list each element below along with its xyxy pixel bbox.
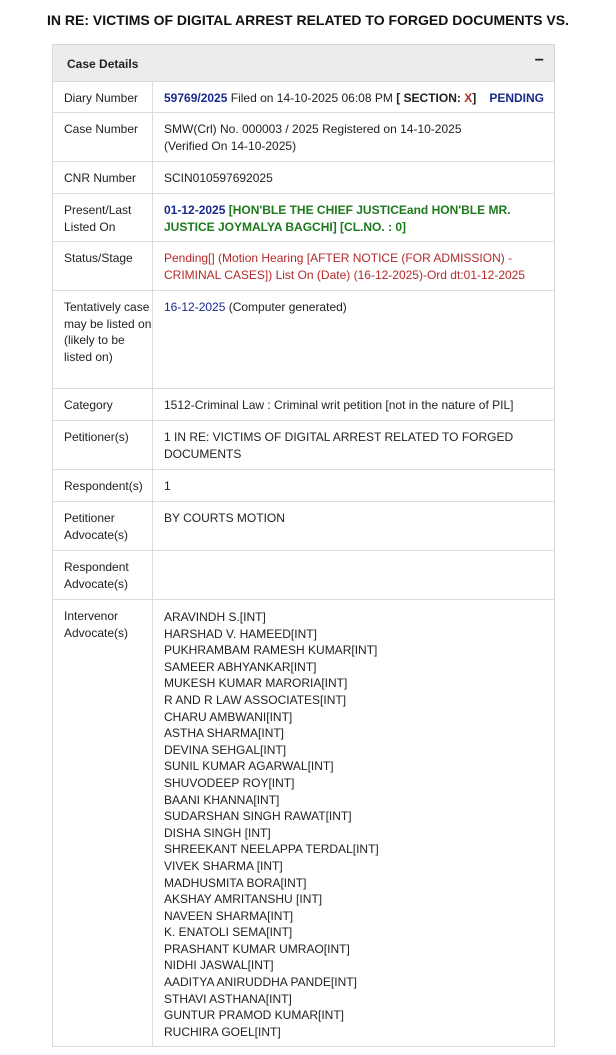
status-stage-row [53,242,554,291]
petitioner-advocate-value: BY COURTS MOTION [164,511,285,525]
respondent-label: Respondent(s) [53,470,153,501]
tentative-note: (Computer generated) [225,300,347,314]
intervenor-advocate-item: PRASHANT KUMAR UMRAO[INT] [164,941,350,956]
listed-on-label-line1: Present/Last [64,203,132,217]
status-stage-label: Status/Stage [53,242,153,290]
petitioner-row [53,421,554,470]
case-number-label: Case Number [53,113,153,161]
petitioner-label: Petitioner(s) [53,421,153,469]
case-number-value [153,113,554,161]
cnr-number-row [53,162,554,194]
diary-number-label: Diary Number [53,82,153,112]
intervenor-advocate-label: Intervenor Advocate(s) [53,600,153,1046]
category-value: 1512-Criminal Law : Criminal writ petition [not in the nature of PIL] [164,398,514,412]
tentative-listing-value [153,291,554,388]
intervenor-advocate-item: NIDHI JASWAL[INT] [164,958,274,973]
intervenor-advocate-item: MUKESH KUMAR MARORIA[INT] [164,676,348,691]
diary-number-row [53,82,554,113]
listed-on-label [53,194,153,241]
intervenor-advocate-item: SHUVODEEP ROY[INT] [164,775,295,790]
diary-number: 59769/2025 [164,91,228,105]
intervenor-advocate-item: MADHUSMITA BORA[INT] [164,875,307,890]
intervenor-advocate-item: HARSHAD V. HAMEED[INT] [164,626,317,641]
tentative-date: 16-12-2025 [164,300,226,314]
intervenor-advocate-item: AADITYA ANIRUDDHA PANDE[INT] [164,975,357,990]
intervenor-advocate-item: DEVINA SEHGAL[INT] [164,742,287,757]
intervenor-advocate-item: PUKHRAMBAM RAMESH KUMAR[INT] [164,643,378,658]
case-number-line2: (Verified On 14-10-2025) [164,138,297,153]
intervenor-advocate-item: BAANI KHANNA[INT] [164,792,280,807]
respondent-advocate-value [153,551,554,599]
intervenor-advocate-item: DISHA SINGH [INT] [164,825,271,840]
respondent-value: 1 [164,479,171,493]
section-suffix: ] [472,91,477,105]
intervenor-advocate-list [153,600,554,1046]
petitioner-advocate-label: Petitioner Advocate(s) [53,502,153,550]
category-row [53,389,554,421]
intervenor-advocate-item: SUNIL KUMAR AGARWAL[INT] [164,759,334,774]
intervenor-advocate-item: RUCHIRA GOEL[INT] [164,1024,281,1039]
intervenor-advocate-item: R AND R LAW ASSOCIATES[INT] [164,692,347,707]
section-prefix: [ SECTION: [396,91,465,105]
listed-on-row [53,194,554,242]
intervenor-advocate-item: ASTHA SHARMA[INT] [164,726,285,741]
listed-on-value [153,194,554,241]
cnr-number-value: SCIN010597692025 [164,171,273,185]
status-stage-value: Pending[] (Motion Hearing [AFTER NOTICE (FOR ADMISSION) - CRIMINAL CASES]) List On (Date) (16-12-2025)-Ord dt:01-12-2025 [164,251,526,282]
page-title: IN RE: VICTIMS OF DIGITAL ARREST RELATED TO FORGED DOCUMENTS VS. [47,12,569,28]
cnr-number-label: CNR Number [53,162,153,193]
respondent-advocate-label: Respondent Advocate(s) [53,551,153,599]
case-number-line1: SMW(Crl) No. 000003 / 2025 Registered on 14-10-2025 [164,122,462,136]
intervenor-advocate-item: SHREEKANT NEELAPPA TERDAL[INT] [164,842,379,857]
listed-date: 01-12-2025 [164,203,226,217]
tentative-listing-label: Tentatively case may be listed on (likely to be listed on) [53,291,153,388]
filed-on-text: Filed on 14-10-2025 06:08 PM [227,91,397,105]
petitioner-advocate-row [53,502,554,551]
respondent-advocate-row [53,551,554,600]
bench-info: [HON'BLE THE CHIEF JUSTICEand HON'BLE MR. JUSTICE JOYMALYA BAGCHI] [CL.NO. : 0] [164,203,511,234]
intervenor-advocate-item: SUDARSHAN SINGH RAWAT[INT] [164,809,352,824]
diary-number-value [153,82,554,112]
intervenor-advocate-item: NAVEEN SHARMA[INT] [164,908,294,923]
intervenor-advocate-row [53,600,554,1046]
listed-on-label-line2: Listed On [64,219,116,234]
petitioner-value: 1 IN RE: VICTIMS OF DIGITAL ARREST RELATED TO FORGED DOCUMENTS [164,430,514,461]
case-details-panel [52,44,555,1047]
respondent-row [53,470,554,502]
intervenor-advocate-item: AKSHAY AMRITANSHU [INT] [164,892,323,907]
panel-header-label: Case Details [67,57,139,71]
status-badge: PENDING [489,91,544,105]
panel-header[interactable] [53,45,554,82]
section-value: X [464,91,473,105]
intervenor-advocate-item: STHAVI ASTHANA[INT] [164,991,292,1006]
intervenor-advocate-item: GUNTUR PRAMOD KUMAR[INT] [164,1008,344,1023]
intervenor-advocate-item: ARAVINDH S.[INT] [164,610,266,624]
case-number-row [53,113,554,162]
intervenor-advocate-item: SAMEER ABHYANKAR[INT] [164,659,317,674]
tentative-listing-row [53,291,554,389]
intervenor-advocate-item: K. ENATOLI SEMA[INT] [164,925,293,940]
intervenor-advocate-item: VIVEK SHARMA [INT] [164,858,283,873]
collapse-icon[interactable]: − [534,52,544,69]
category-label: Category [53,389,153,420]
intervenor-advocate-item: CHARU AMBWANI[INT] [164,709,293,724]
